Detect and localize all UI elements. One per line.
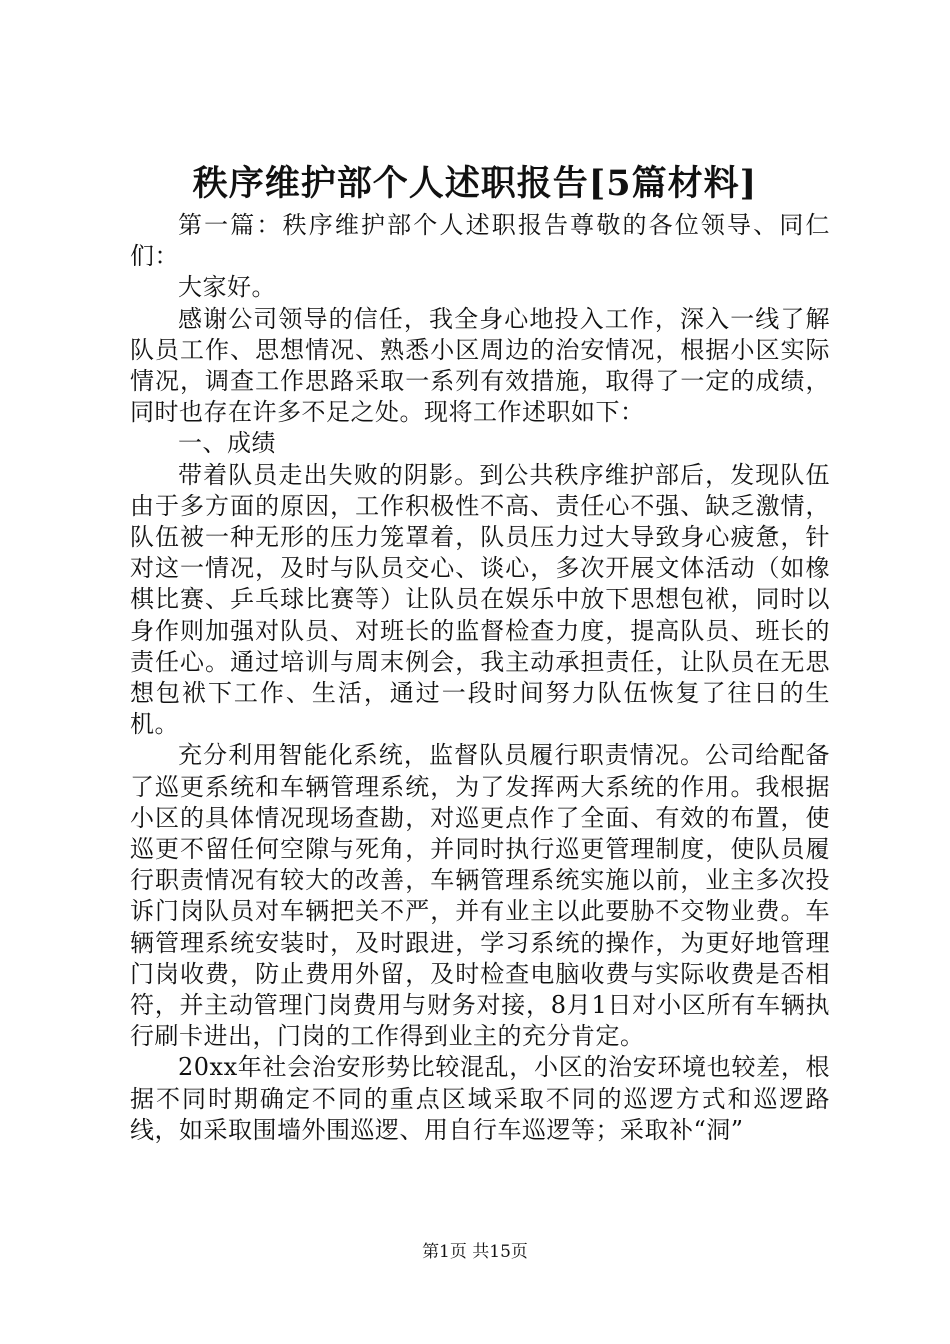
document-title: 秩序维护部个人述职报告[5篇材料] bbox=[192, 163, 758, 204]
paragraph-security-patrol: 20xx年社会治安形势比较混乱，小区的治安环境也较差，根据不同时期确定不同的重点区域采取不同的巡逻方式和巡逻路线，如采取围墙外围巡逻、用自行车巡逻等；采取补“洞” bbox=[130, 1053, 830, 1144]
paragraph-intro: 感谢公司领导的信任，我全身心地投入工作，深入一线了解队员工作、思想情况、熟悉小区周边的治安情况，根据小区实际情况，调查工作思路采取一系列有效措施，取得了一定的成绩，同时也存在许多不足之处。现将工作述职如下： bbox=[130, 304, 830, 427]
paragraph-smart-systems: 充分利用智能化系统，监督队员履行职责情况。公司给配备了巡更系统和车辆管理系统，为了发挥两大系统的作用。我根据小区的具体情况现场查勘，对巡更点作了全面、有效的布置，使巡更不留任何空隙与死角，并同时执行巡更管理制度，使队员履行职责情况有较大的改善，车辆管理系统实施以前，业主多次投诉门岗队员对车辆把关不严，并有业主以此要胁不交物业费。车辆管理系统安装时，及时跟进，学习系统的操作，为更好地管理门岗收费，防止费用外留，及时检查电脑收费与实际收费是否相符，并主动管理门岗费用与财务对接，8月1日对小区所有车辆执行刷卡进出，门岗的工作得到业主的充分肯定。 bbox=[130, 741, 830, 1051]
page-number-footer: 第1页 共15页 bbox=[422, 1242, 528, 1262]
paragraph-opening: 第一篇：秩序维护部个人述职报告尊敬的各位领导、同仁们： bbox=[130, 211, 830, 271]
paragraph-team-morale: 带着队员走出失败的阴影。到公共秩序维护部后，发现队伍由于多方面的原因，工作积极性不高、责任心不强、缺乏激情，队伍被一种无形的压力笼罩着，队员压力过大导致身心疲惫，针对这一情况，及时与队员交心、谈心，多次开展文体活动（如橡棋比赛、乒乓球比赛等）让队员在娱乐中放下思想包袱，同时以身作则加强对队员、对班长的监督检查力度，提高队员、班长的责任心。通过培训与周末例会，我主动承担责任，让队员在无思想包袱下工作、生活，通过一段时间努力队伍恢复了往日的生机。 bbox=[130, 460, 830, 739]
document-body bbox=[130, 210, 830, 1146]
paragraph-greeting: 大家好。 bbox=[178, 273, 276, 302]
section-heading-achievements: 一、成绩 bbox=[178, 429, 276, 458]
